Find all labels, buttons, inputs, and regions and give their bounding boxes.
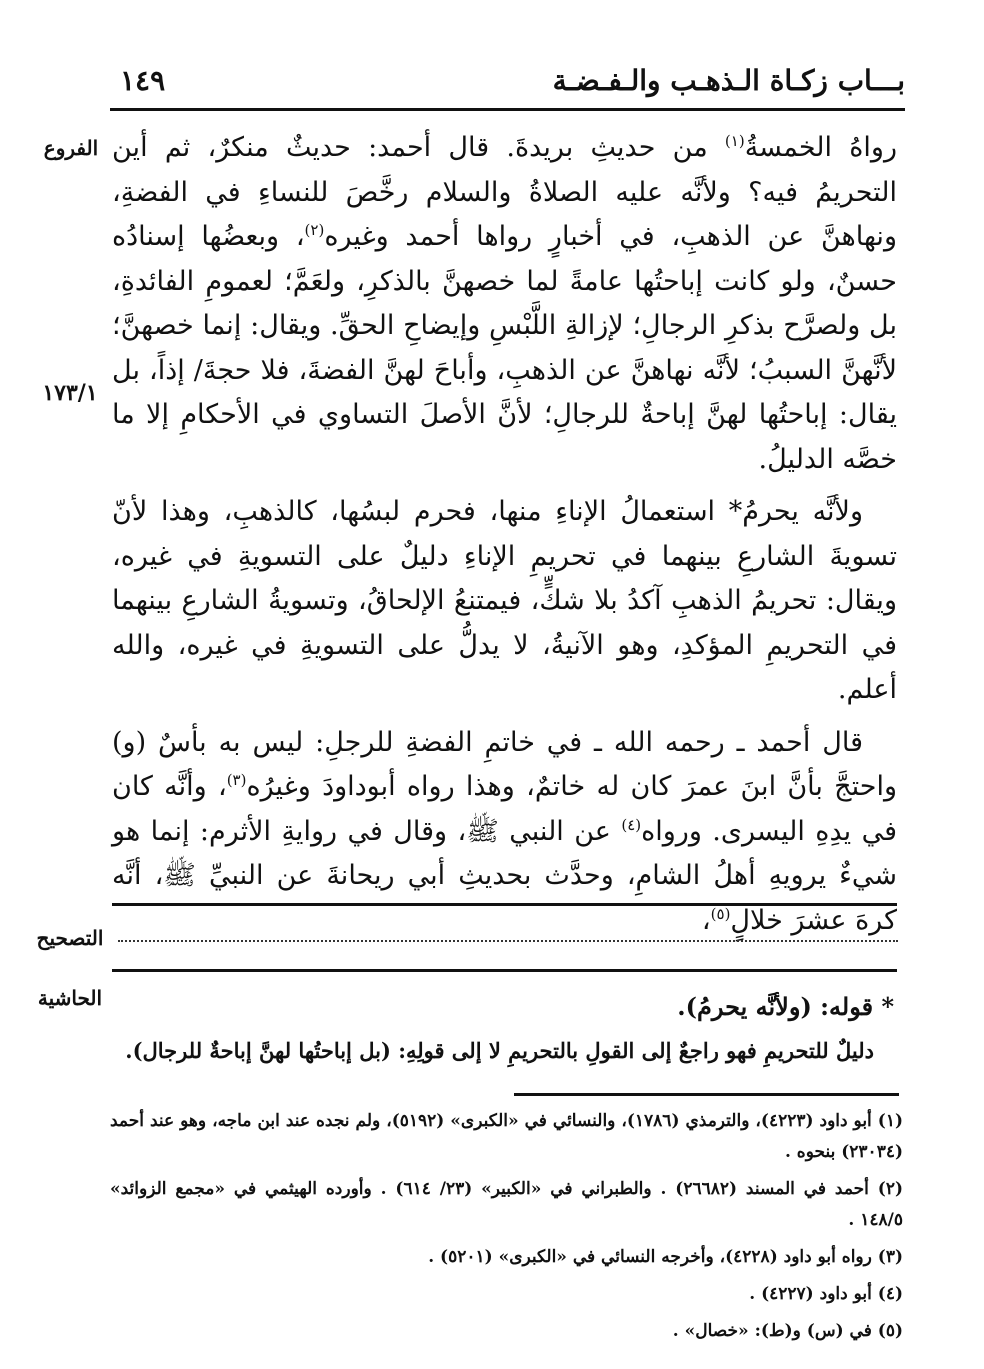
text-run: ، bbox=[701, 904, 711, 936]
section-rule bbox=[112, 969, 897, 972]
footnote-ref-1[interactable]: (١) bbox=[724, 132, 745, 150]
section-rule bbox=[112, 903, 897, 906]
paragraph: ولأنَّه يحرمُ* استعمالُ الإناءِ منها، فحرم لبسُها، كالذهبِ، وهذا لأنّ تسويةَ الشارعِ بينهما في تحريمِ الإناءِ دليلٌ على التسويةِ في غيره، ويقال: تحريمُ الذهبِ آكدُ بلا شكٍّ، فيمتنعُ الإلحاقُ، وتسويةُ الشارعِ بينهما في التحريمِ المؤكدِ، وهو الآنيةُ، لا يدلُّ على التسويةِ في غيره، والله أعلم. bbox=[112, 496, 897, 705]
header-rule bbox=[110, 108, 905, 111]
footnote-ref-5[interactable]: (٥) bbox=[710, 904, 731, 923]
hashiya-text: دليلٌ للتحريمِ فهو راجعٌ إلى القولِ بالتحريمِ لا إلى قولِهِ: (بل إباحتُها لهنَّ إباحةٌ للرجال). bbox=[125, 1038, 874, 1063]
chapter-title: بـــاب زكـاة الـذهـب والـفـضـة bbox=[552, 64, 905, 97]
paragraph bbox=[112, 126, 897, 482]
text-run: عن النبي ﷺ، وقال في روايةِ الأثرم: إنما هو شيءٌ يرويهِ أهلُ الشامِ، وحدَّث بحديثِ أبي ريحانةَ عن النبيِّ ﷺ، أنَّه كرهَ عشرَ خلالٍ bbox=[112, 815, 897, 936]
paragraph bbox=[112, 721, 897, 944]
footnote: (٥) في (س) و(ط): «خصال» . bbox=[672, 1321, 903, 1341]
text-run: ، وبعضُها إسنادُه حسنٌ، ولو كانت إباحتُها عامةً لما خصهنَّ بالذكرِ، ولعَمَّ؛ لعمومِ الفائدةِ، بل ولصرَّح بذكرِ الرجالِ؛ لإزالةِ اللَّبْسِ وإيضاحِ الحقِّ. ويقال: إنما خصهنَّ؛ لأنَّهنَّ السببُ؛ لأنَّه نهاهنَّ عن الذهبِ، وأباحَ لهنَّ الفضةَ، فلا حجةَ/ إذاً، بل يقال: إباحتُها لهنَّ إباحةٌ للرجالِ؛ لأنَّ الأصلَ التساوي في الأحكامِ إلا ما خصَّه الدليلُ. bbox=[112, 221, 897, 475]
margin-label-hashiya: الحاشية bbox=[37, 986, 103, 1010]
footnote-ref-3[interactable]: (٣) bbox=[226, 771, 247, 789]
footnote: (٢) أحمد في المسند (٢٦٦٨٢) . والطبراني في «الكبير» (٢٣/ ٦١٤) . وأورده الهيثمي في «مجمع الزوائد» ١٤٨/٥ . bbox=[110, 1179, 903, 1230]
page-number: ١٤٩ bbox=[120, 64, 166, 97]
margin-label-tashih: التصحيح bbox=[36, 926, 104, 950]
text-run: من حديثِ بريدةَ. قال أحمد: حديثٌ منكرٌ، ثم أين التحريمُ فيه؟ ولأنَّه عليه الصلاةُ والسلام رخَّصَ للنساءِ في الفضةِ، ونهاهنَّ عن الذهبِ، في أخبارٍ رواها أحمد وغيره bbox=[112, 132, 897, 252]
main-text bbox=[112, 126, 897, 943]
footnote: (٣) رواه أبو داود (٤٢٢٨)، وأخرجه النسائي في «الكبرى» (٥٢٠١) . bbox=[428, 1247, 903, 1267]
footnote-ref-4[interactable]: (٤) bbox=[621, 815, 642, 834]
footnote-rule bbox=[514, 1093, 899, 1096]
text-run: ، وأنَّه كان في يدِهِ اليسرى. ورواه bbox=[112, 771, 897, 847]
margin-page-reference: ١٧٣/١ bbox=[42, 380, 98, 406]
margin-label-furu: الفروع bbox=[43, 136, 99, 160]
footnote: (١) أبو داود (٤٢٢٣)، والترمذي (١٧٨٦)، والنسائي في «الكبرى» (٥١٩٢)، ولم نجده عند ابن ماجه، وهو عند أحمد (٢٣٠٣٤) بنحوه . bbox=[110, 1111, 903, 1162]
footnote: (٤) أبو داود (٤٢٢٧) . bbox=[749, 1284, 903, 1304]
footnotes bbox=[110, 1106, 903, 1353]
footnote-ref-2[interactable]: (٢) bbox=[304, 221, 325, 239]
text-run: قال أحمد ـ رحمه الله ـ في خاتمِ الفضةِ للرجلِ: ليس به بأسٌ (و) واحتجَّ بأنَّ ابنَ عمرَ كان له خاتمٌ، وهذا رواه أبوداودَ وغيرُه bbox=[112, 726, 897, 802]
text-run: رواهُ الخمسةُ bbox=[744, 132, 897, 163]
hashiya-title: * قوله: (ولأنَّه يحرمُ). bbox=[677, 992, 894, 1021]
running-header bbox=[110, 64, 905, 110]
dotted-line bbox=[118, 940, 898, 942]
